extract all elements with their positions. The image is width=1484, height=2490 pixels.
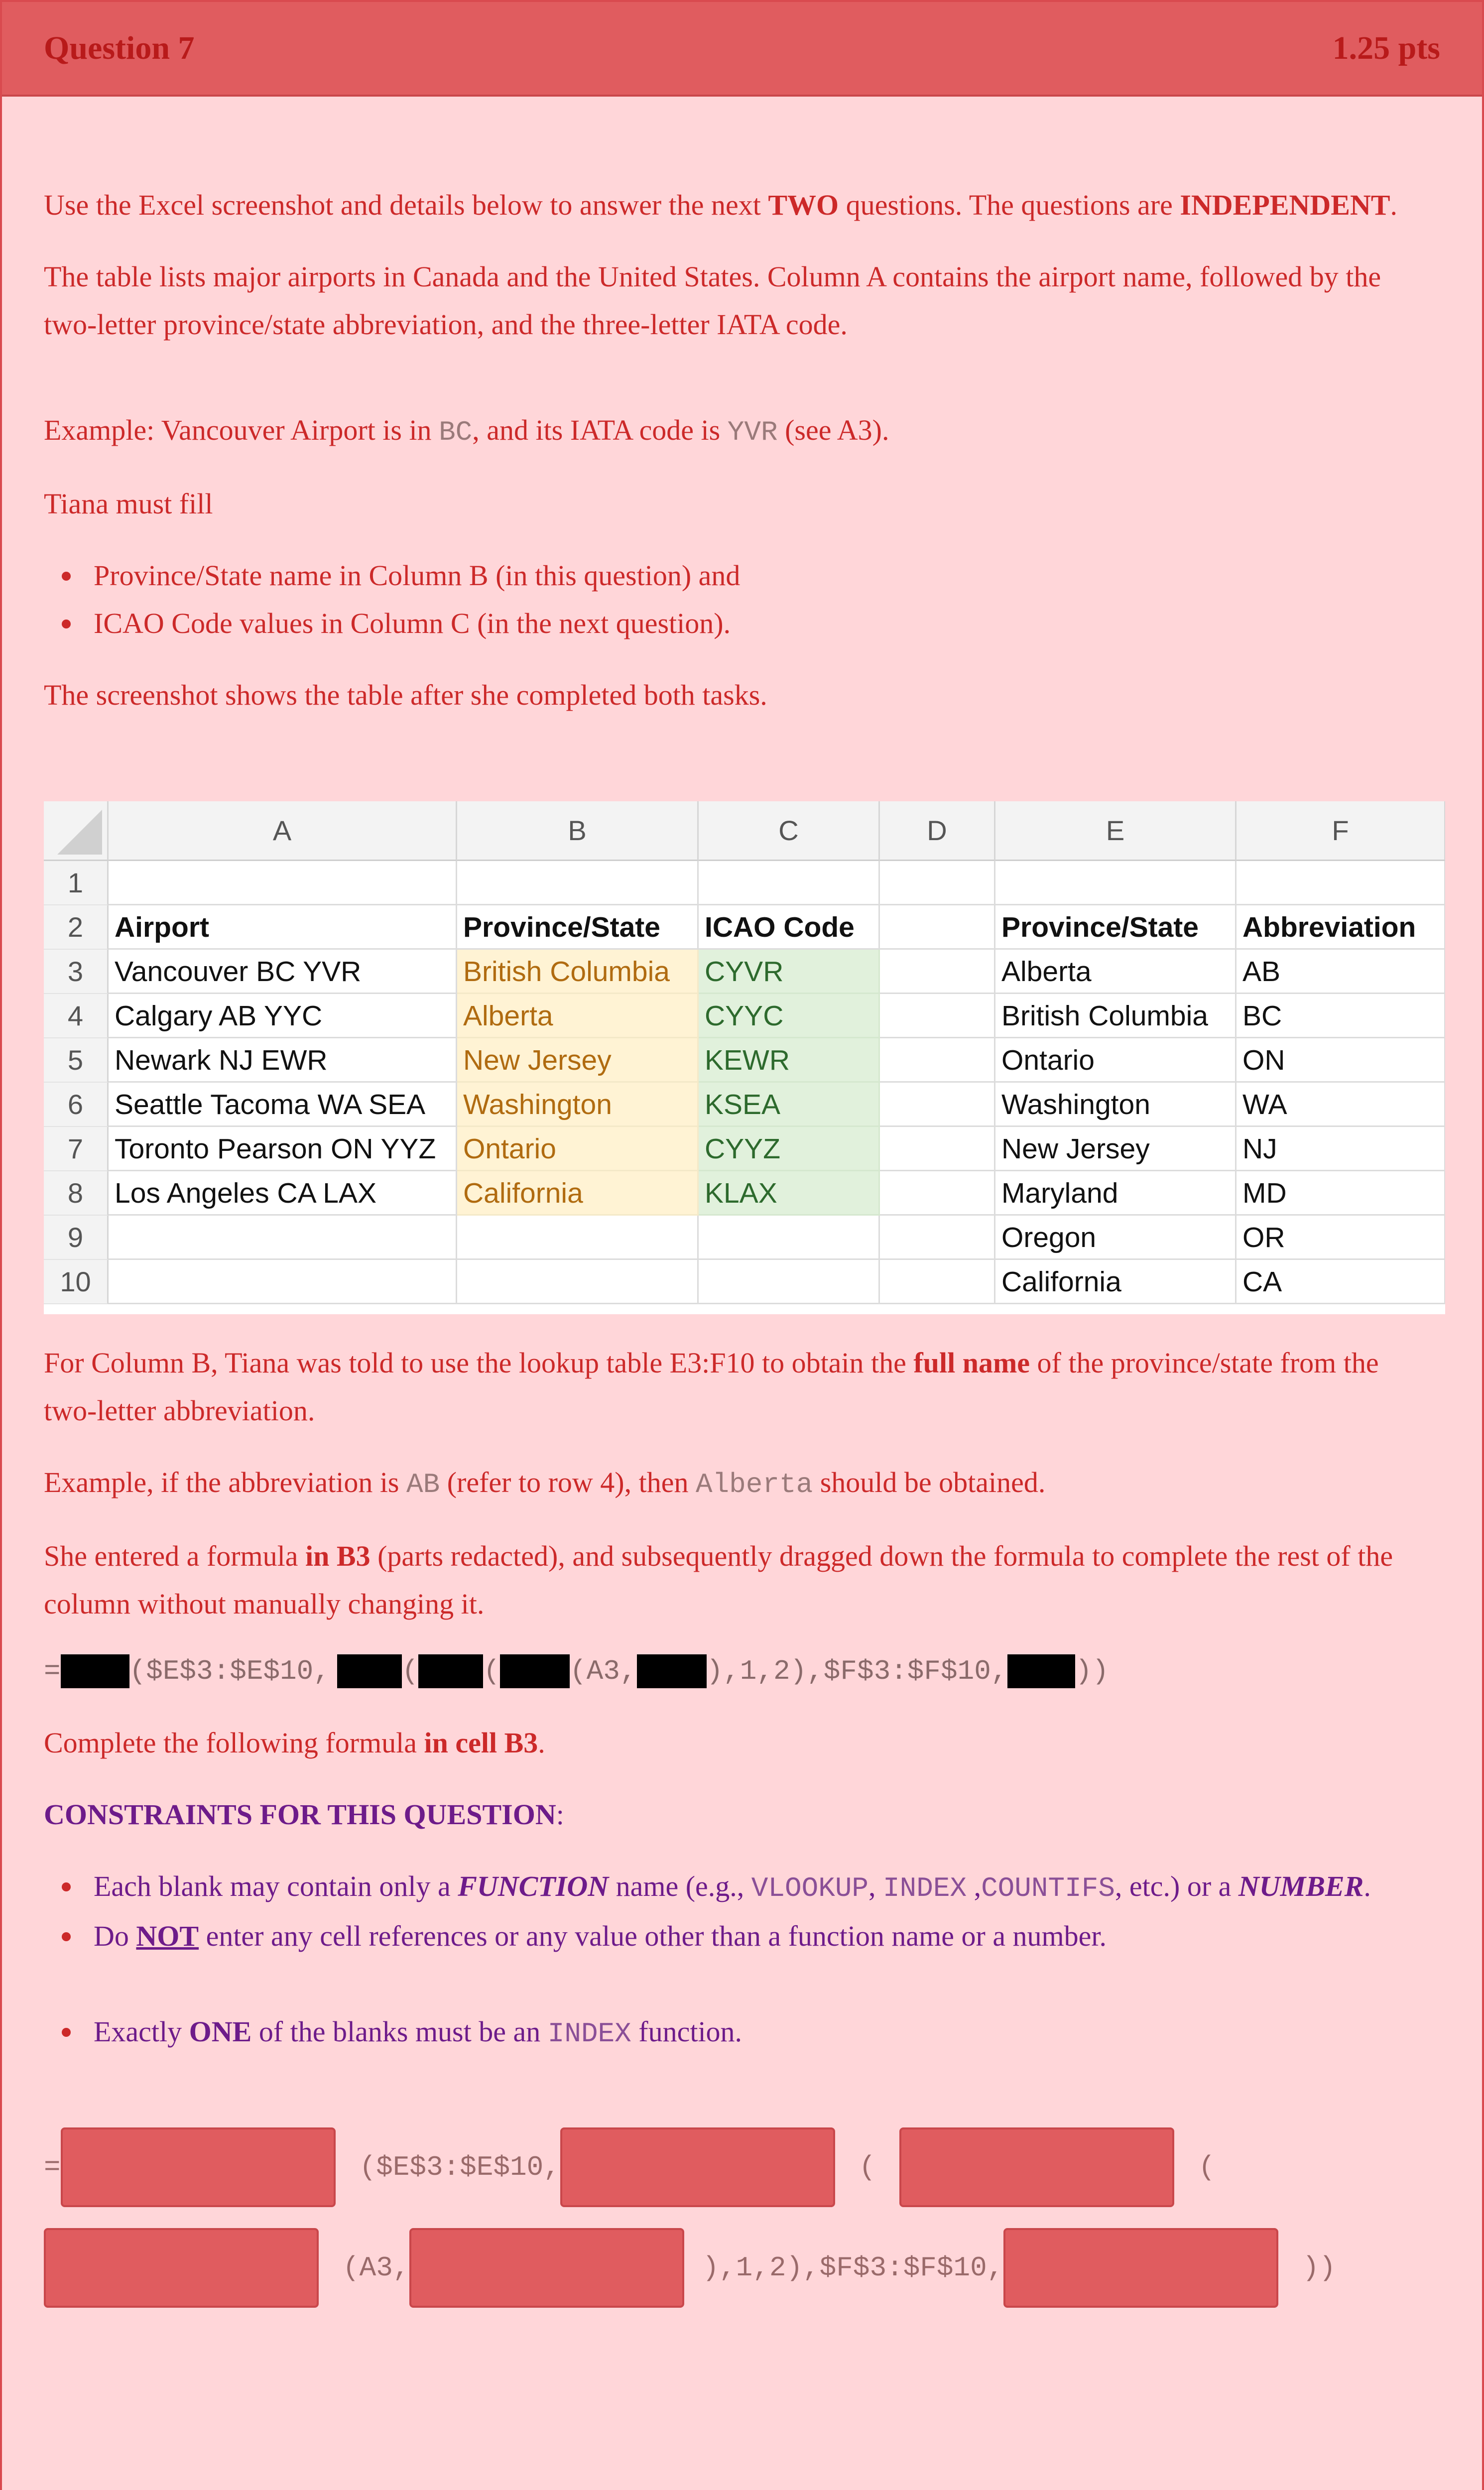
cell-d3 bbox=[880, 950, 995, 994]
column-header-d: D bbox=[880, 801, 995, 861]
cell-b2-header: Province/State bbox=[457, 905, 699, 950]
lookup-row: MD bbox=[1237, 1171, 1445, 1216]
cell-b9 bbox=[457, 1216, 699, 1260]
cell-d8 bbox=[880, 1171, 995, 1216]
table-row: California bbox=[457, 1171, 699, 1216]
list-item: Each blank may contain only a FUNCTION name (e.g., VLOOKUP, INDEX ,COUNTIFS, etc.) or a NUMBER. bbox=[44, 1863, 1438, 1912]
intro-paragraph-5: The screenshot shows the table after she completed both tasks. bbox=[44, 679, 767, 711]
cell-e2-header: Province/State bbox=[995, 905, 1237, 950]
paragraph-formula: She entered a formula in B3 (parts redacted), and subsequently dragged down the formula to complete the rest of the column without manually changing it. bbox=[44, 1540, 1393, 1620]
row-header: 1 bbox=[44, 861, 109, 905]
intro-paragraph-2: The table lists major airports in Canada and the United States. Column A contains the airport name, followed by the two-letter province/state abbreviation, and the three-letter IATA code. bbox=[44, 260, 1381, 341]
table-row: KSEA bbox=[699, 1083, 880, 1127]
task-list bbox=[44, 552, 1438, 647]
cell-f1 bbox=[1237, 861, 1445, 905]
cell-a9 bbox=[109, 1216, 457, 1260]
cell-a10 bbox=[109, 1260, 457, 1304]
question-header bbox=[2, 2, 1482, 97]
table-row: Alberta bbox=[457, 994, 699, 1038]
lookup-row: NJ bbox=[1237, 1127, 1445, 1171]
table-row: KEWR bbox=[699, 1038, 880, 1083]
row-header: 5 bbox=[44, 1038, 109, 1083]
lookup-row: ON bbox=[1237, 1038, 1445, 1083]
lookup-row: OR bbox=[1237, 1216, 1445, 1260]
table-row: British Columbia bbox=[457, 950, 699, 994]
cell-d5 bbox=[880, 1038, 995, 1083]
table-row: Toronto Pearson ON YYZ bbox=[109, 1127, 457, 1171]
paragraph-example: Example, if the abbreviation is AB (refer to row 4), then Alberta should be obtained. bbox=[44, 1466, 1046, 1500]
cell-d1 bbox=[880, 861, 995, 905]
table-row: CYYZ bbox=[699, 1127, 880, 1171]
row-header: 6 bbox=[44, 1083, 109, 1127]
table-row: Vancouver BC YVR bbox=[109, 950, 457, 994]
answer-blank-2[interactable] bbox=[560, 2127, 835, 2207]
cell-c9 bbox=[699, 1216, 880, 1260]
table-row: CYYC bbox=[699, 994, 880, 1038]
redacted-block bbox=[1007, 1654, 1075, 1688]
table-row: Ontario bbox=[457, 1127, 699, 1171]
answer-blank-5[interactable] bbox=[409, 2228, 684, 2308]
lookup-row: California bbox=[995, 1260, 1237, 1304]
question-points: 1.25 pts bbox=[1332, 30, 1440, 66]
cell-d10 bbox=[880, 1260, 995, 1304]
table-row: New Jersey bbox=[457, 1038, 699, 1083]
answer-formula-row-2: (A3, ),1,2),$F$3:$F$10, )) bbox=[44, 2228, 1336, 2308]
excel-screenshot bbox=[44, 801, 1445, 1314]
cell-f2-header: Abbreviation bbox=[1237, 905, 1445, 950]
lookup-row: New Jersey bbox=[995, 1127, 1237, 1171]
column-header-a: A bbox=[109, 801, 457, 861]
lookup-row: CA bbox=[1237, 1260, 1445, 1304]
cell-a2-header: Airport bbox=[109, 905, 457, 950]
cell-c1 bbox=[699, 861, 880, 905]
row-header: 7 bbox=[44, 1127, 109, 1171]
list-item: Province/State name in Column B (in this question) and bbox=[44, 552, 1438, 600]
row-header: 8 bbox=[44, 1171, 109, 1216]
table-row: Washington bbox=[457, 1083, 699, 1127]
cell-c2-header: ICAO Code bbox=[699, 905, 880, 950]
lookup-row: British Columbia bbox=[995, 994, 1237, 1038]
cell-a1 bbox=[109, 861, 457, 905]
table-row: Newark NJ EWR bbox=[109, 1038, 457, 1083]
lookup-row: Ontario bbox=[995, 1038, 1237, 1083]
answer-formula-row-1: = ($E$3:$E$10, ( ( bbox=[44, 2127, 1215, 2207]
row-header: 9 bbox=[44, 1216, 109, 1260]
column-header-f: F bbox=[1237, 801, 1445, 861]
lookup-row: BC bbox=[1237, 994, 1445, 1038]
intro-paragraph-4: Tiana must fill bbox=[44, 488, 213, 520]
lookup-row: Washington bbox=[995, 1083, 1237, 1127]
redacted-block bbox=[500, 1654, 570, 1688]
row-header: 3 bbox=[44, 950, 109, 994]
table-row: KLAX bbox=[699, 1171, 880, 1216]
instructions bbox=[44, 1719, 1438, 2082]
row-header: 4 bbox=[44, 994, 109, 1038]
redacted-block bbox=[418, 1654, 483, 1688]
constraints-list bbox=[44, 1863, 1438, 2058]
cell-d6 bbox=[880, 1083, 995, 1127]
lookup-row: Oregon bbox=[995, 1216, 1237, 1260]
constraints-heading: CONSTRAINTS FOR THIS QUESTION: bbox=[44, 1798, 564, 1831]
list-item: Exactly ONE of the blanks must be an INDEX function. bbox=[44, 2008, 1438, 2058]
lookup-row: Maryland bbox=[995, 1171, 1237, 1216]
cell-d2 bbox=[880, 905, 995, 950]
list-item: Do NOT enter any cell references or any value other than a function name or a number. bbox=[44, 1912, 1438, 1960]
cell-c10 bbox=[699, 1260, 880, 1304]
intro-paragraph-1: Use the Excel screenshot and details below to answer the next TWO questions. The questions are INDEPENDENT. bbox=[44, 189, 1398, 221]
cell-d7 bbox=[880, 1127, 995, 1171]
answer-blank-3[interactable] bbox=[899, 2127, 1174, 2207]
row-header: 10 bbox=[44, 1260, 109, 1304]
redacted-block bbox=[61, 1654, 129, 1688]
row-header: 2 bbox=[44, 905, 109, 950]
lookup-row: WA bbox=[1237, 1083, 1445, 1127]
intro-paragraph-3: Example: Vancouver Airport is in BC, and its IATA code is YVR (see A3). bbox=[44, 414, 889, 448]
table-row: CYVR bbox=[699, 950, 880, 994]
paragraph-complete: Complete the following formula in cell B3. bbox=[44, 1727, 545, 1759]
answer-blank-1[interactable] bbox=[61, 2127, 336, 2207]
cell-b1 bbox=[457, 861, 699, 905]
answer-blank-4[interactable] bbox=[44, 2228, 319, 2308]
paragraph-lookup: For Column B, Tiana was told to use the lookup table E3:F10 to obtain the full name of the province/state from the two-letter abbreviation. bbox=[44, 1347, 1379, 1427]
list-item: ICAO Code values in Column C (in the next question). bbox=[44, 600, 1438, 647]
redacted-block bbox=[637, 1654, 707, 1688]
answer-blank-6[interactable] bbox=[1003, 2228, 1278, 2308]
redacted-formula: = ($E$3:$E$10, ( ( (A3, ),1,2),$F$3:$F$10, )) bbox=[44, 1655, 1109, 1687]
question-body-after-sheet bbox=[44, 1339, 1438, 1652]
column-header-e: E bbox=[995, 801, 1237, 861]
cell-d9 bbox=[880, 1216, 995, 1260]
lookup-row: Alberta bbox=[995, 950, 1237, 994]
table-row: Los Angeles CA LAX bbox=[109, 1171, 457, 1216]
lookup-row: AB bbox=[1237, 950, 1445, 994]
table-row: Seattle Tacoma WA SEA bbox=[109, 1083, 457, 1127]
question-body bbox=[44, 181, 1438, 743]
question-title: Question 7 bbox=[44, 30, 195, 66]
cell-d4 bbox=[880, 994, 995, 1038]
cell-b10 bbox=[457, 1260, 699, 1304]
table-row: Calgary AB YYC bbox=[109, 994, 457, 1038]
cell-e1 bbox=[995, 861, 1237, 905]
redacted-block bbox=[337, 1654, 402, 1688]
select-all-corner bbox=[44, 801, 109, 861]
column-header-b: B bbox=[457, 801, 699, 861]
column-header-c: C bbox=[699, 801, 880, 861]
